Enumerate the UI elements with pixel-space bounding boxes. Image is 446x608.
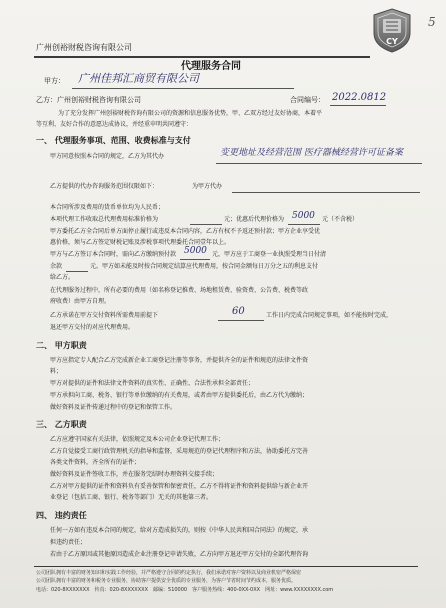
section-3-heading: 三、 乙方职责 [36,420,87,429]
section-3-line-2: 乙方自觉接受工商行政管理机关的指导和监督，采用规范的登记代理程序和方法，协助委托方完善 [50,448,309,455]
party-a-underline [72,88,294,89]
section-1-para-6a: 余款 [50,263,63,270]
section-1-item-1-value: 变更地址及经营范围 医疗器械经营许可证备案 [220,148,403,158]
section-3-line-3: 各类文件资料，齐全所有的证件； [50,459,141,466]
prepay-underline [180,259,210,260]
company-logo-icon [368,6,416,54]
section-1-para-9b: 工作日内完成合同规定事项，如不能按时完成， [266,312,393,319]
section-1-para-9a: 乙方承诺在甲方交付资料所需费用前提下 [50,312,159,319]
party-a-value: 广州佳邦汇商贸有限公司 [78,72,199,85]
section-1-item-2-mid: 为甲方代办 [192,183,223,190]
section-1-item-1-underline [216,163,422,164]
party-a-label: 甲方： [44,77,65,85]
section-1-para-3: 甲方委托乙方全合同后单方面停止履行或违反本合同内容，乙方有权不予返还预付款；甲方企业享受优 [50,228,321,235]
section-3-line-5: 乙方对甲方提供的证件和资料负有妥善保管和保密责任，乙方不得将证件和资料提供给与新企业开 [50,483,309,490]
section-2-line-1: 甲方应指定专人配合乙方完成新企业工商登记注册等事务，并提供齐全的证件和规范的法律文件资 [50,357,309,364]
contract-number-underline [330,105,386,106]
section-1-para-5a: 甲方与乙方签订本合同时，需向乙方缴纳预付款 [50,251,177,258]
section-1-para-2c: 元（不含税） [322,216,359,223]
section-1-para-6b: 元。甲方如未能及时按合同规定结算应代理费用，按合同金额每日万分之五的利息支付 [90,263,319,270]
standard-price-underline [190,224,222,225]
footer-rule [34,566,418,567]
section-2-line-2: 料； [50,368,63,375]
section-1-heading: 一、 代理服务事项、范围、收费标准与支付 [36,136,191,145]
section-4-heading: 四、 违约责任 [36,511,87,520]
section-1-para-10: 退还甲方交付的对应代理费用。 [50,324,135,331]
section-1-para-4: 惠价格，须与乙方签定财税记账及涉税事项代理委托合同壹年以上。 [50,239,231,246]
discount-price-underline [288,224,320,225]
section-1-para-1: 本合同所涉及费用的货币单位均为人民币； [50,204,165,211]
contract-number-value: 2022.0812 [332,92,387,103]
document-title: 代理服务合同 [181,61,241,72]
section-1-item-2-underline [232,192,420,193]
section-1-para-8: 府收费）由甲方自理。 [50,298,111,305]
footer-line-1: 公司团队拥有丰富的财务知识和实践工作经验，并严格遵守合同的约定执行，我们承诺对客户资料以及商业机密严格保密 [36,570,302,576]
section-4-line-1: 任何一方如有违反本合同的规定，给对方造成损失的，则按《中华人民共和国合同法》的规定，承 [50,527,309,534]
corner-mark: 5 [428,15,436,29]
intro-line-1: 为了充分发挥广州创裕财税咨询有限公司的资源和信息服务优势，甲、乙双方经过友好协商，本着平 [58,110,323,117]
section-1-para-6c: 给乙方。 [50,274,75,281]
section-3-line-4: 做好资料及证件签收工作，并在服务完结时办理资料交接手续； [50,471,219,478]
section-1-item-2-label: 乙方提供的代办咨询服务范围仅限如下： [50,183,159,190]
discount-price-value: 5000 [292,211,315,221]
days-value: 60 [232,306,245,317]
section-2-line-3: 甲方对提供的证件和法律文件资料的真实性、正确性、合法性承担全部责任； [50,380,255,387]
section-2-heading: 二、 甲方职责 [36,341,87,350]
section-2-line-5: 做好资料及证件传递过程中的登记和保管工作。 [50,404,177,411]
section-1-para-2a: 本项代理工作收取总代理费用标准价格为 [50,216,159,223]
section-3-line-1: 乙方应遵守国家有关法律，依照规定及本公司企业登记代理工作； [50,436,225,443]
section-3-line-6: 业登记（包括工商、银行、税务等部门）无关的其他第三者。 [50,494,213,501]
footer-line-2: 公司团队拥有丰富的财务和税务专业服务，协助客户提供安全优质的专业服务，为客户节省时间节约成本，服务优质。 [36,578,297,584]
company-header: 广州创裕财税咨询有限公司 [36,43,132,52]
prepay-value: 5000 [184,246,207,256]
header-rule [34,56,370,58]
section-4-line-3: 若由于乙方原因或其他原因造成企业注册登记申请失败，乙方向甲方退还甲方交付的全部代理咨询 [50,551,309,558]
logo-text: CY [386,37,398,46]
section-1-item-1-label: 甲方同意按照本合同的规定，乙方为其代办 [50,153,165,160]
section-2-line-4: 甲方承担向工商、税务、银行等单位缴纳的有关费用，或者由甲方提供委托后，由乙方代为缴纳； [50,392,309,399]
footer-line-3: 电话：020-8XXXXXXX 传真：020-8XXXXXXX 邮编：510000 客户服务热线：400-0XX-0XX 网址：www.XXXXXXXX.com [36,587,334,593]
section-1-para-7: 在代理服务过程中，所有必要的费用（如名称登记推费、场地租赁费、验资费、公告费、税费等政 [50,287,309,294]
party-b-label: 乙方：广州创裕财税咨询有限公司 [36,96,141,104]
balance-underline [66,271,88,272]
section-1-para-5b: 元，甲方应于工商登一业执照受理当日付清 [212,251,327,258]
section-4-line-2: 担违约责任； [50,539,87,546]
intro-line-2: 等互利、友好合作的意愿达成协议，并经重申明共同遵守： [36,121,193,128]
section-1-para-2b: 元；优惠后代理价格为 [224,216,285,223]
days-underline [218,320,264,321]
contract-number-label: 合同编号： [290,96,325,104]
